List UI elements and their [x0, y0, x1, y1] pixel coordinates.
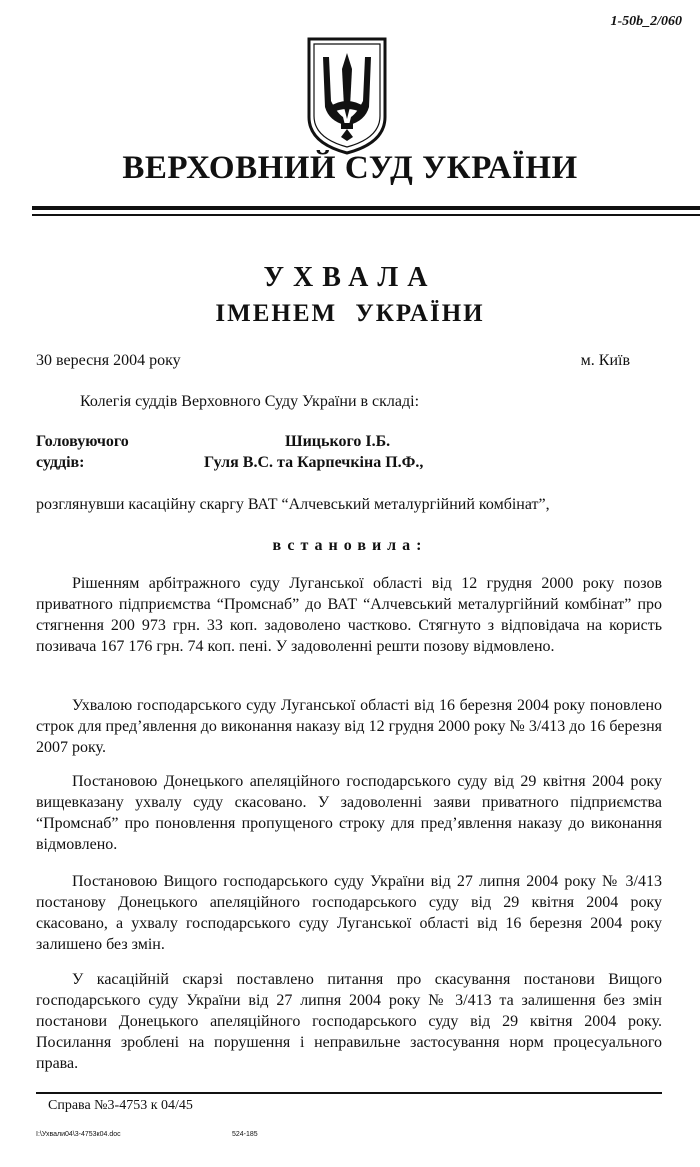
judges-label: суддів: [36, 454, 85, 471]
print-code: 524-185 [232, 1131, 258, 1138]
established-heading: встановила: [272, 537, 428, 554]
judges-names: Гуля В.С. та Карпечкіна П.Ф., [204, 454, 424, 471]
footer-rule [36, 1092, 662, 1094]
document-subtitle: ІМЕНЕМ УКРАЇНИ [215, 300, 485, 327]
header-rule-thin [32, 214, 700, 216]
file-path: I:\Ухвали04\3-4753к04.doc [36, 1131, 121, 1138]
header-rule-thick [32, 206, 700, 210]
paragraph-4: Постановою Вищого господарського суду України від 27 липня 2004 року № 3/413 постанову Донецького апеляційного господарського суду від 29 квітня 2004 року скасовано, а ухвалу господарського суду Луганської області від 16 березня 2004 року залишено без змін. [36, 873, 662, 953]
case-number: Справа №3-4753 к 04/45 [48, 1098, 193, 1113]
court-name: ВЕРХОВНИЙ СУД УКРАЇНИ [122, 150, 578, 186]
paragraph-5: У касаційній скарзі поставлено питання про скасування постанови Вищого господарського суду України від 27 липня 2004 року № 3/413 та залишення без змін постанови Донецького апеляційного господарського суду від 29 квітня 2004 року. Посилання зроблені на порушення і неправильне застосування норм процесуального права. [36, 971, 662, 1072]
trident-emblem-icon [303, 35, 391, 155]
presiding-label: Головуючого [36, 433, 129, 450]
paragraph-1: Рішенням арбітражного суду Луганської області від 12 грудня 2000 року позов приватного підприємства “Промснаб” до ВАТ “Алчевський металургійний комбінат” про стягнення 200 973 грн. 33 коп. задоволено частково. Стягнуто з відповідача на користь позивача 167 176 грн. 74 коп. пені. У задоволенні решти позову відмовлено. [36, 575, 662, 655]
considered-line: розглянувши касаційну скаргу ВАТ “Алчевський металургійний комбінат”, [36, 496, 550, 513]
paragraph-3: Постановою Донецького апеляційного господарського суду від 29 квітня 2004 року вищевказану ухвалу суду скасовано. У задоволенні заяви приватного підприємства “Промснаб” про поновлення пропущеного строку для пред’явлення наказу до виконання відмовлено. [36, 773, 662, 853]
document-city: м. Київ [580, 352, 630, 369]
panel-intro: Колегія суддів Верховного Суду України в складі: [80, 393, 420, 410]
paragraph-2: Ухвалою господарського суду Луганської області від 16 березня 2004 року поновлено строк для пред’явлення до виконання наказу від 12 грудня 2000 року № 3/413 до 16 березня 2007 року. [36, 697, 662, 756]
document-date: 30 вересня 2004 року [36, 352, 181, 369]
document-title: УХВАЛА [263, 262, 437, 293]
presiding-judge: Шицького І.Б. [285, 433, 391, 450]
archive-stamp: 1-50b_2/060 [610, 14, 682, 29]
